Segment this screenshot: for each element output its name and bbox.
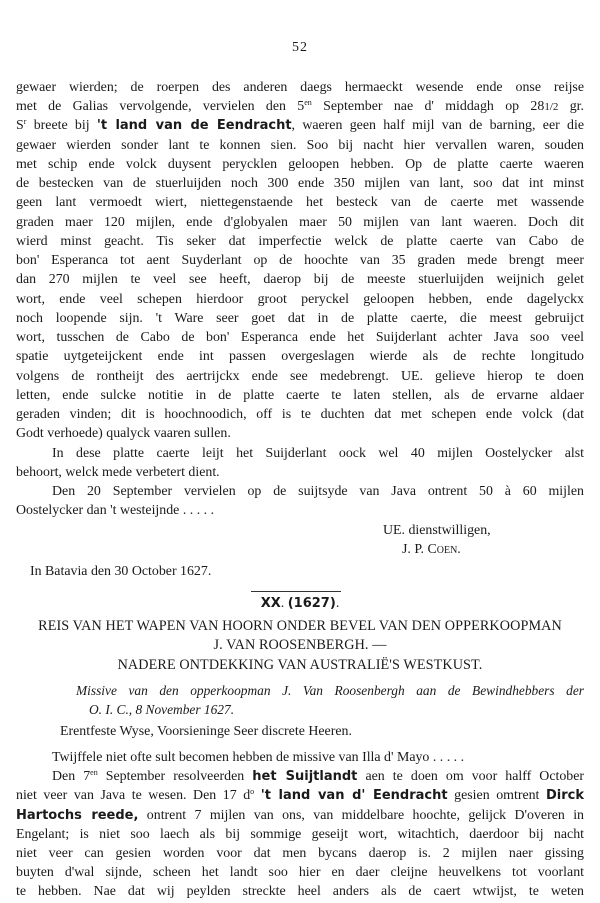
text-line: Engelant; is niet soo laech als bij sommige geseijt wort, witachtich, daerdoor bij nacht <box>16 827 584 842</box>
text-line: Den $7^{en}$ September resolveerden het Suijtlandt aen te doen om voor halff October <box>52 768 585 784</box>
section-subtitle: O. I. C., 8 November 1627. <box>89 702 235 717</box>
text-line: Hartochs reede, ontrent 7 mijlen van ons, van middelbare hoochte, gelijck D'overen in <box>16 808 584 823</box>
text-line: de bestecken van de stuerluijden noch 300 ende 350 mijlen van lant, soo dat int minst <box>16 176 584 191</box>
place-name-eendracht: 't land van de Eendracht <box>96 118 292 133</box>
text-line: graden maer 120 mijlen, ende d'globyalen maer 50 mijlen van lant waeren. Doch dit <box>16 215 584 230</box>
text-line: te hebben. Nae dat wij peylden streckte heel anders als de caert wtwijst, te weten <box>16 884 584 899</box>
text-line: volgens de rontheijt des aertrijckx ende see medebrengt. UE. gelieve hierop te doen <box>16 369 584 384</box>
section-subtitle: Missive van den opperkoopman J. Van Roosenbergh aan de Bewindhebbers der <box>76 683 584 698</box>
text-line: Oostelycker dan 't westeijnde . . . . . <box>16 503 215 518</box>
closing: UE. dienstwilligen, <box>383 523 491 538</box>
section-number: XX. (1627). <box>260 596 340 611</box>
text-line: noch loopende sijn. 't Ware seer goet dat in de platte caerte, die meest gebruijct <box>16 311 584 326</box>
salutation: Erentfeste Wyse, Voorsieninge Seer discrete Heeren. <box>60 724 352 739</box>
text-line: Den 20 September vervielen op de suijtsyde van Java ontrent 50 à 60 mijlen <box>52 484 584 499</box>
text-line: letten, ende sulcke notitie in de platte caerte te laten stellen, als de ervarne aldaer <box>16 388 584 403</box>
text-line: bon' Esperanca tot aent Suyderlant op de hoochte van 35 graden mede brengt meer <box>16 253 584 268</box>
text-line: spatie uytgeteijckent ende int passen overgeslagen wierde als de rechte longitudo <box>16 349 584 364</box>
text-line: dan 270 mijlen te veel see heeft, daerop bij de meeste stuerluijden weijnich gelet <box>16 272 584 287</box>
text-line: buyten d'wal sijnde, scheen het landt soo hier en daer cleijne heuvelkens tot voorlant <box>16 865 584 880</box>
place-date: In Batavia den 30 October 1627. <box>30 564 212 579</box>
text-line: niet veer van Java te wesen. Den 17 $d^o$ 't land van d' Eendracht gesien omtrent Dirck <box>16 787 584 803</box>
text-line: gewaer wierden sonder lant te konnen sien. Soo bij nacht hier vervallen waren, souden <box>16 138 584 153</box>
text-line: Twijffele niet ofte sult becomen hebben de missive van Illa d' Mayo . . . . . <box>52 750 465 765</box>
text-line: gewaer wierden; de roerpen des anderen daegs hermaeckt wesende ende onse reijse <box>16 80 584 95</box>
text-line: In dese platte caerte leijt het Suijderlant oock wel 40 mijlen Oostelycker alst <box>52 446 584 461</box>
text-line: wort, ende veel schepen hierdoor groot peryckel geloopen hebben, ende dagelyckx <box>16 292 584 307</box>
place-name-eendracht: 't land van d' Eendracht <box>260 788 448 803</box>
page-number: 52 <box>292 40 308 55</box>
section-heading: NADERE ONTDEKKING VAN AUSTRALIË'S WESTKUST. <box>117 657 483 673</box>
text-line: geen lant vermoedt wiert, niettegenstaende het besteck van de caerte met wassende <box>16 195 584 210</box>
text-line: met de Galias vervolgende, vervielen den $5^{en}$ September nae d' middagh op 281/2 gr. <box>16 98 585 114</box>
text-line: Godt verhoede) qualyck vaaren sullen. <box>16 426 231 441</box>
text-line: niet veer can gesien worden voor dat men bycans daerop is. 2 mijlen naer gissing <box>16 846 584 861</box>
section-divider <box>251 591 341 592</box>
section-heading: J. VAN ROOSENBERGH. — <box>213 637 387 653</box>
text-line: wierd minst geacht. Tis seker dat imperfectie welck de platte caerte van Cabo de <box>16 234 584 249</box>
text-line: $S^r$ breete bij 't land van de Eendracht, waeren geen half mijl van de barning, eer die <box>16 117 585 133</box>
place-name-suijtlandt: het Suijtlandt <box>252 769 358 784</box>
section-heading: REIS VAN HET WAPEN VAN HOORN ONDER BEVEL VAN DEN OPPERKOOPMAN <box>38 618 562 634</box>
text-line: behoort, welck mede verbetert dient. <box>16 465 220 480</box>
place-name-hartochs-reede: Hartochs reede, <box>16 808 139 823</box>
text-line: geraden vinden; dit is hoochnoodich, off is te duchten dat met schepen ende volck (dat <box>16 407 584 422</box>
text-line: wort, tusschen de Cabo de bon' Esperanca ende het Suijderlant achter Java soo veel <box>16 330 584 345</box>
text-line: met schip ende volck duysent perycklen geloopen hebben. Op de platte caerte waeren <box>16 157 584 172</box>
signature: J. P. Coen. <box>402 542 461 557</box>
